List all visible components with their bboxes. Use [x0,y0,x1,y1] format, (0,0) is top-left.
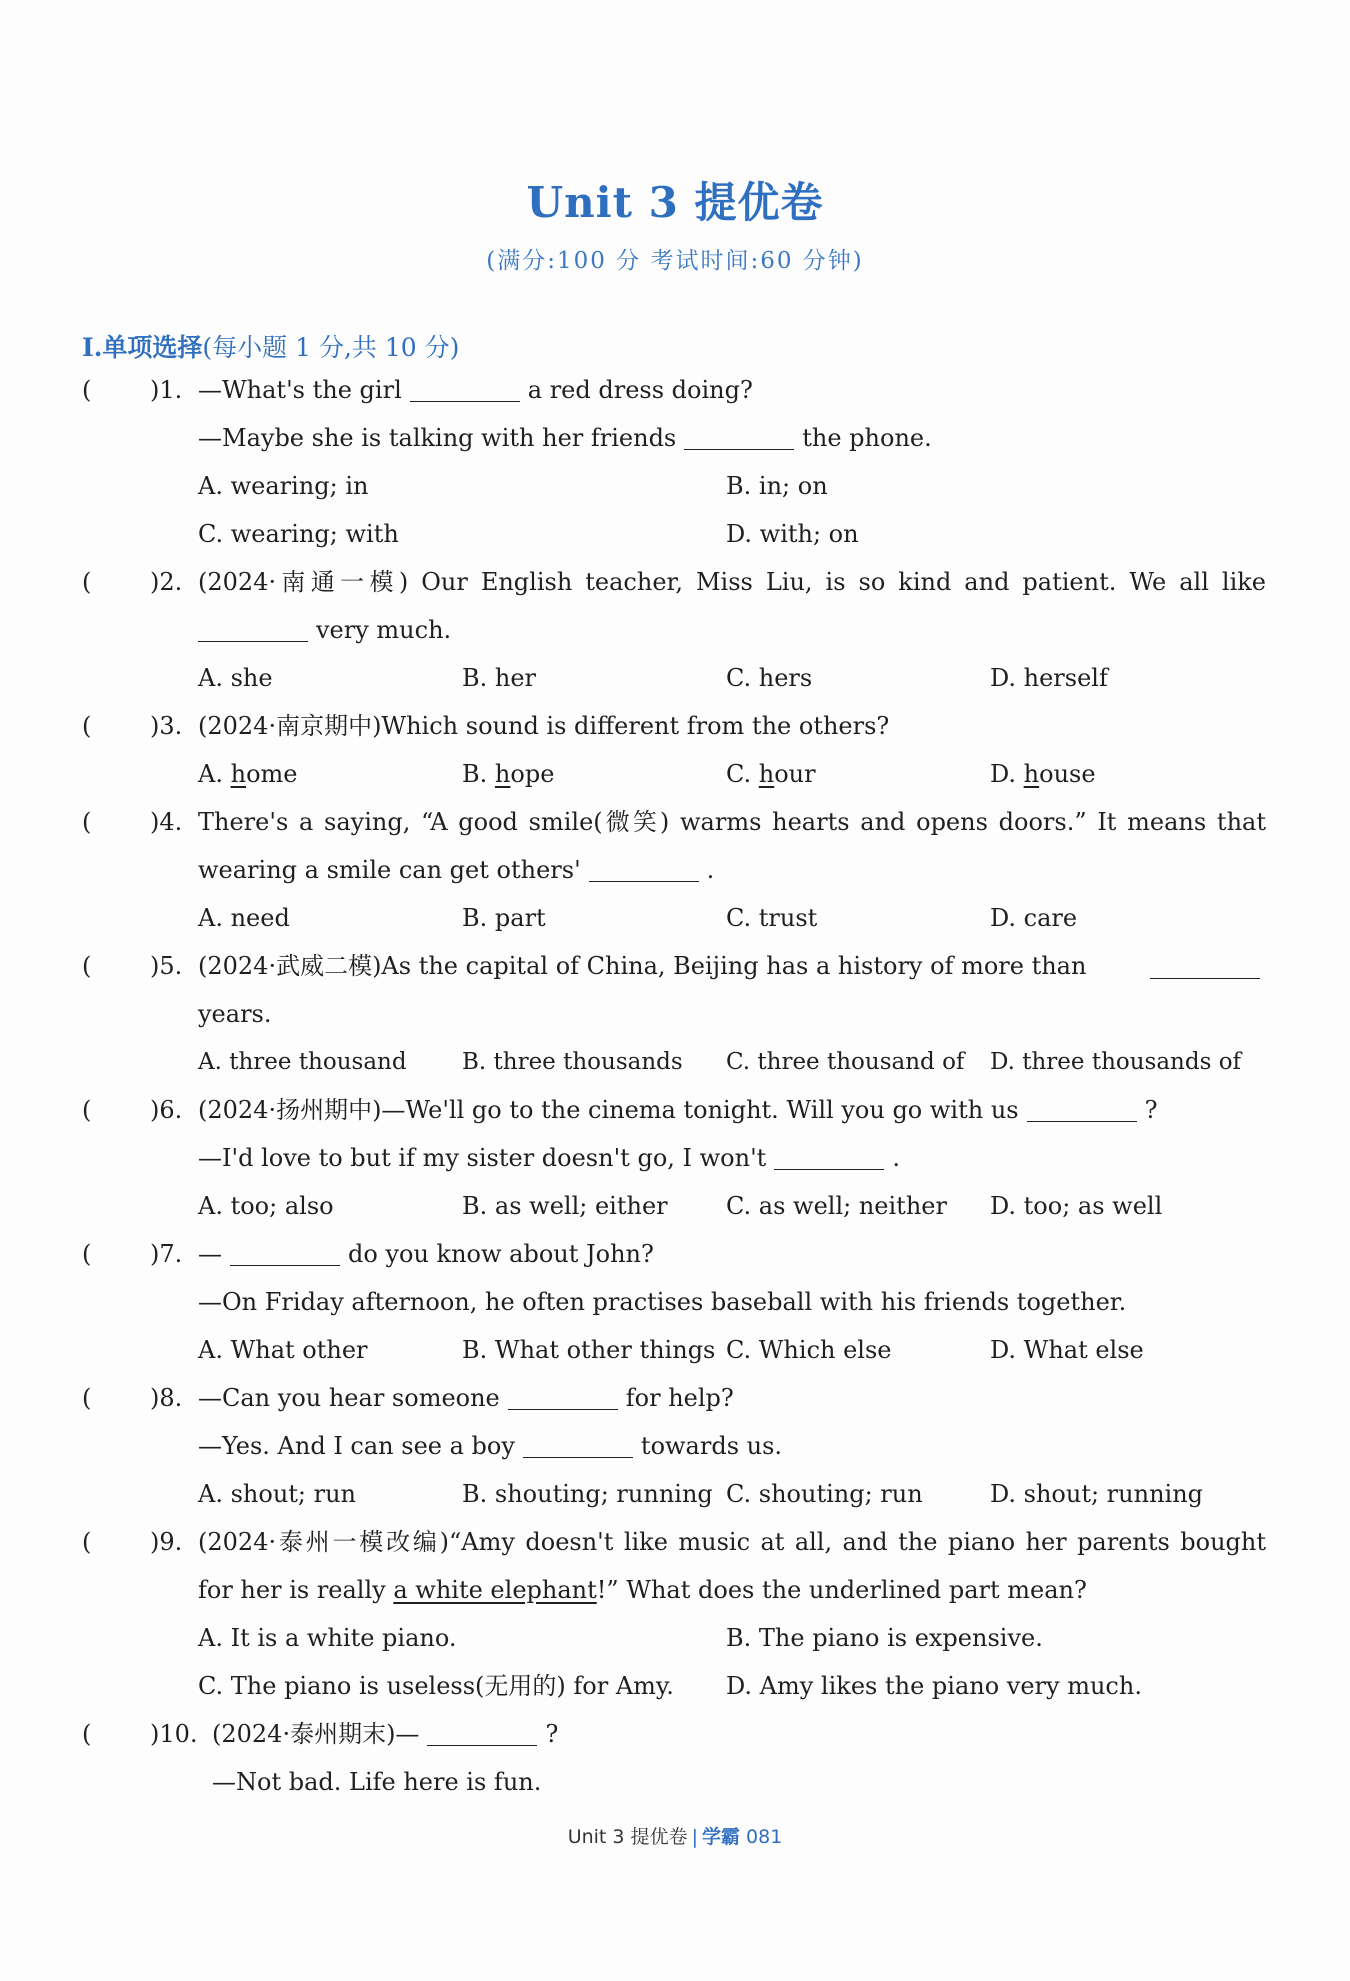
question-4-line-2: wearing a smile can get others' . [198,856,715,884]
options-row [0,898,1350,938]
option-c: C. Which else [726,1336,892,1364]
stem-text: (2024·泰州一模改编)“Amy doesn't like music at all, and the piano her parents bought [198,1528,1266,1556]
option-b: B. in; on [726,472,828,500]
answer-paren-left: ( [82,1720,92,1748]
answer-paren-left: ( [82,712,92,740]
answer-blank [1027,1097,1137,1122]
option-c: C. hour [726,760,816,788]
option-b: B. What other things [462,1336,716,1364]
answer-blank [198,617,308,642]
question-9-line-2: for her is really a white elephant!” What does the underlined part mean? [198,1576,1087,1604]
options-row [0,1618,1350,1658]
answer-blank [427,1721,537,1746]
option-d: D. herself [990,664,1108,692]
page-footer [0,1822,1350,1849]
option-c: C. trust [726,904,818,932]
page-number: 081 [746,1826,783,1848]
option-a: A. home [198,760,298,788]
option-b: B. shouting; running [462,1480,713,1508]
section-title-text: Ⅰ.单项选择 [82,333,203,362]
question-4 [0,802,1350,842]
options-row [0,754,1350,794]
answer-paren-left: ( [82,376,92,404]
stem-text: years. [198,1000,272,1028]
option-d: D. shout; running [990,1480,1204,1508]
options-row [0,1666,1350,1706]
question-number: )7. [150,1240,183,1268]
question-number: )2. [150,568,183,596]
question-1 [0,370,1350,410]
option-c: C. The piano is useless(无用的) for Amy. [198,1672,674,1700]
page-title: Unit 3 提优卷 [526,178,824,227]
option-a: A. too; also [198,1192,334,1220]
stem-text: the phone. [802,424,932,452]
question-7: ( )7. — do you know about John? [0,1234,1350,1274]
option-b: B. hope [462,760,555,788]
option-d: D. too; as well [990,1192,1163,1220]
options-row [0,514,1350,554]
option-a: A. three thousand [198,1049,407,1075]
option-c: C. three thousand of [726,1049,965,1075]
stem-text: There's a saying, “A good smile(微笑) warms hearts and opens doors.” It means that [198,808,1266,836]
options-row [0,1186,1350,1226]
question-number: )6. [150,1096,183,1124]
answer-blank [1150,954,1260,979]
option-a: A. What other [198,1336,368,1364]
answer-paren-left: ( [82,1528,92,1556]
options-row [0,466,1350,506]
option-b: B. three thousands [462,1049,683,1075]
underlined-phrase: a white elephant [393,1576,597,1604]
question-1-line-2 [0,418,1350,458]
footer-separator: | [691,1826,698,1848]
option-d: D. three thousands of [990,1049,1242,1075]
options-row [0,1042,1350,1082]
stem-text: (2024·武威二模)As the capital of China, Beijing has a history of more than [198,952,1087,980]
answer-blank [508,1385,618,1410]
stem-text: —I'd love to but if my sister doesn't go, I won't [198,1144,767,1172]
option-b: B. her [462,664,537,692]
question-10-line-2 [0,1762,1350,1802]
answer-paren-left: ( [82,1096,92,1124]
option-a: A. shout; run [198,1480,357,1508]
question-7-line-2 [0,1282,1350,1322]
question-number: )4. [150,808,183,836]
stem-text: —Can you hear someone [198,1384,500,1412]
answer-paren-left: ( [82,1240,92,1268]
stem-text: towards us. [640,1432,783,1460]
question-9 [0,1522,1350,1562]
option-c: C. as well; neither [726,1192,947,1220]
question-2-line-2 [0,610,1350,650]
question-6: ( )6. (2024·扬州期中)—We'll go to the cinema tonight. Will you go with us ? [0,1090,1350,1130]
section-note: (每小题 1 分,共 10 分) [202,333,460,362]
question-10: ( )10. (2024·泰州期末)— ? [0,1714,1350,1754]
option-b: B. part [462,904,546,932]
question-3 [0,706,1350,746]
question-number: )5. [150,952,183,980]
question-6-line-2: —I'd love to but if my sister doesn't go, I won't . [198,1144,900,1172]
option-d: D. Amy likes the piano very much. [726,1672,1142,1700]
question-8 [0,1378,1350,1418]
question-number: )3. [150,712,183,740]
stem-text: very much. [316,616,452,644]
stem-text: —On Friday afternoon, he often practises baseball with his friends together. [198,1288,1127,1316]
stem-text: —What's the girl [198,376,402,404]
stem-text: —Not bad. Life here is fun. [212,1768,542,1796]
option-a: A. need [198,904,290,932]
question-5 [0,946,1350,986]
option-a: A. It is a white piano. [198,1624,457,1652]
stem-text: (2024·南京期中)Which sound is different from the others? [198,712,890,740]
option-d: D. house [990,760,1096,788]
question-5-line-2 [0,994,1350,1034]
stem-text: for help? [625,1384,734,1412]
option-c: C. hers [726,664,813,692]
answer-blank [230,1241,340,1266]
section-heading [82,328,459,364]
footer-unit: Unit 3 提优卷 [567,1826,688,1848]
question-number: )10. [150,1720,198,1748]
stem-text: —Yes. And I can see a boy [198,1432,515,1460]
answer-paren-left: ( [82,568,92,596]
option-b: B. The piano is expensive. [726,1624,1043,1652]
stem-text: wearing a smile can get others' [198,856,581,884]
answer-blank [589,857,699,882]
score-time-info: (满分:100 分 考试时间:60 分钟) [486,248,864,274]
option-d: D. What else [990,1336,1144,1364]
options-row [0,658,1350,698]
stem-text: (2024·泰州期末)— [212,1720,420,1748]
options-row [0,1330,1350,1370]
question-number: )9. [150,1528,183,1556]
answer-blank [523,1433,633,1458]
answer-blank [410,377,520,402]
stem-text: (2024·南通一模) Our English teacher, Miss Liu, is so kind and patient. We all like [198,568,1266,596]
option-d: D. with; on [726,520,859,548]
question-number: )8. [150,1384,183,1412]
option-c: C. shouting; run [726,1480,923,1508]
option-d: D. care [990,904,1078,932]
stem-text: do you know about John? [348,1240,654,1268]
answer-blank [684,425,794,450]
option-a: A. she [198,664,273,692]
stem-text: (2024·扬州期中)—We'll go to the cinema tonight. Will you go with us [198,1096,1019,1124]
option-b: B. as well; either [462,1192,668,1220]
option-c: C. wearing; with [198,520,399,548]
answer-paren-left: ( [82,1384,92,1412]
stem-text: —Maybe she is talking with her friends [198,424,677,452]
answer-blank [774,1145,884,1170]
option-a: A. wearing; in [198,472,369,500]
stem-text: a red dress doing? [527,376,753,404]
question-2 [0,562,1350,602]
answer-paren-left: ( [82,808,92,836]
question-8-line-2 [0,1426,1350,1466]
options-row [0,1474,1350,1514]
footer-brand: 学霸 [701,1826,740,1848]
question-number: )1. [150,376,183,404]
answer-paren-left: ( [82,952,92,980]
